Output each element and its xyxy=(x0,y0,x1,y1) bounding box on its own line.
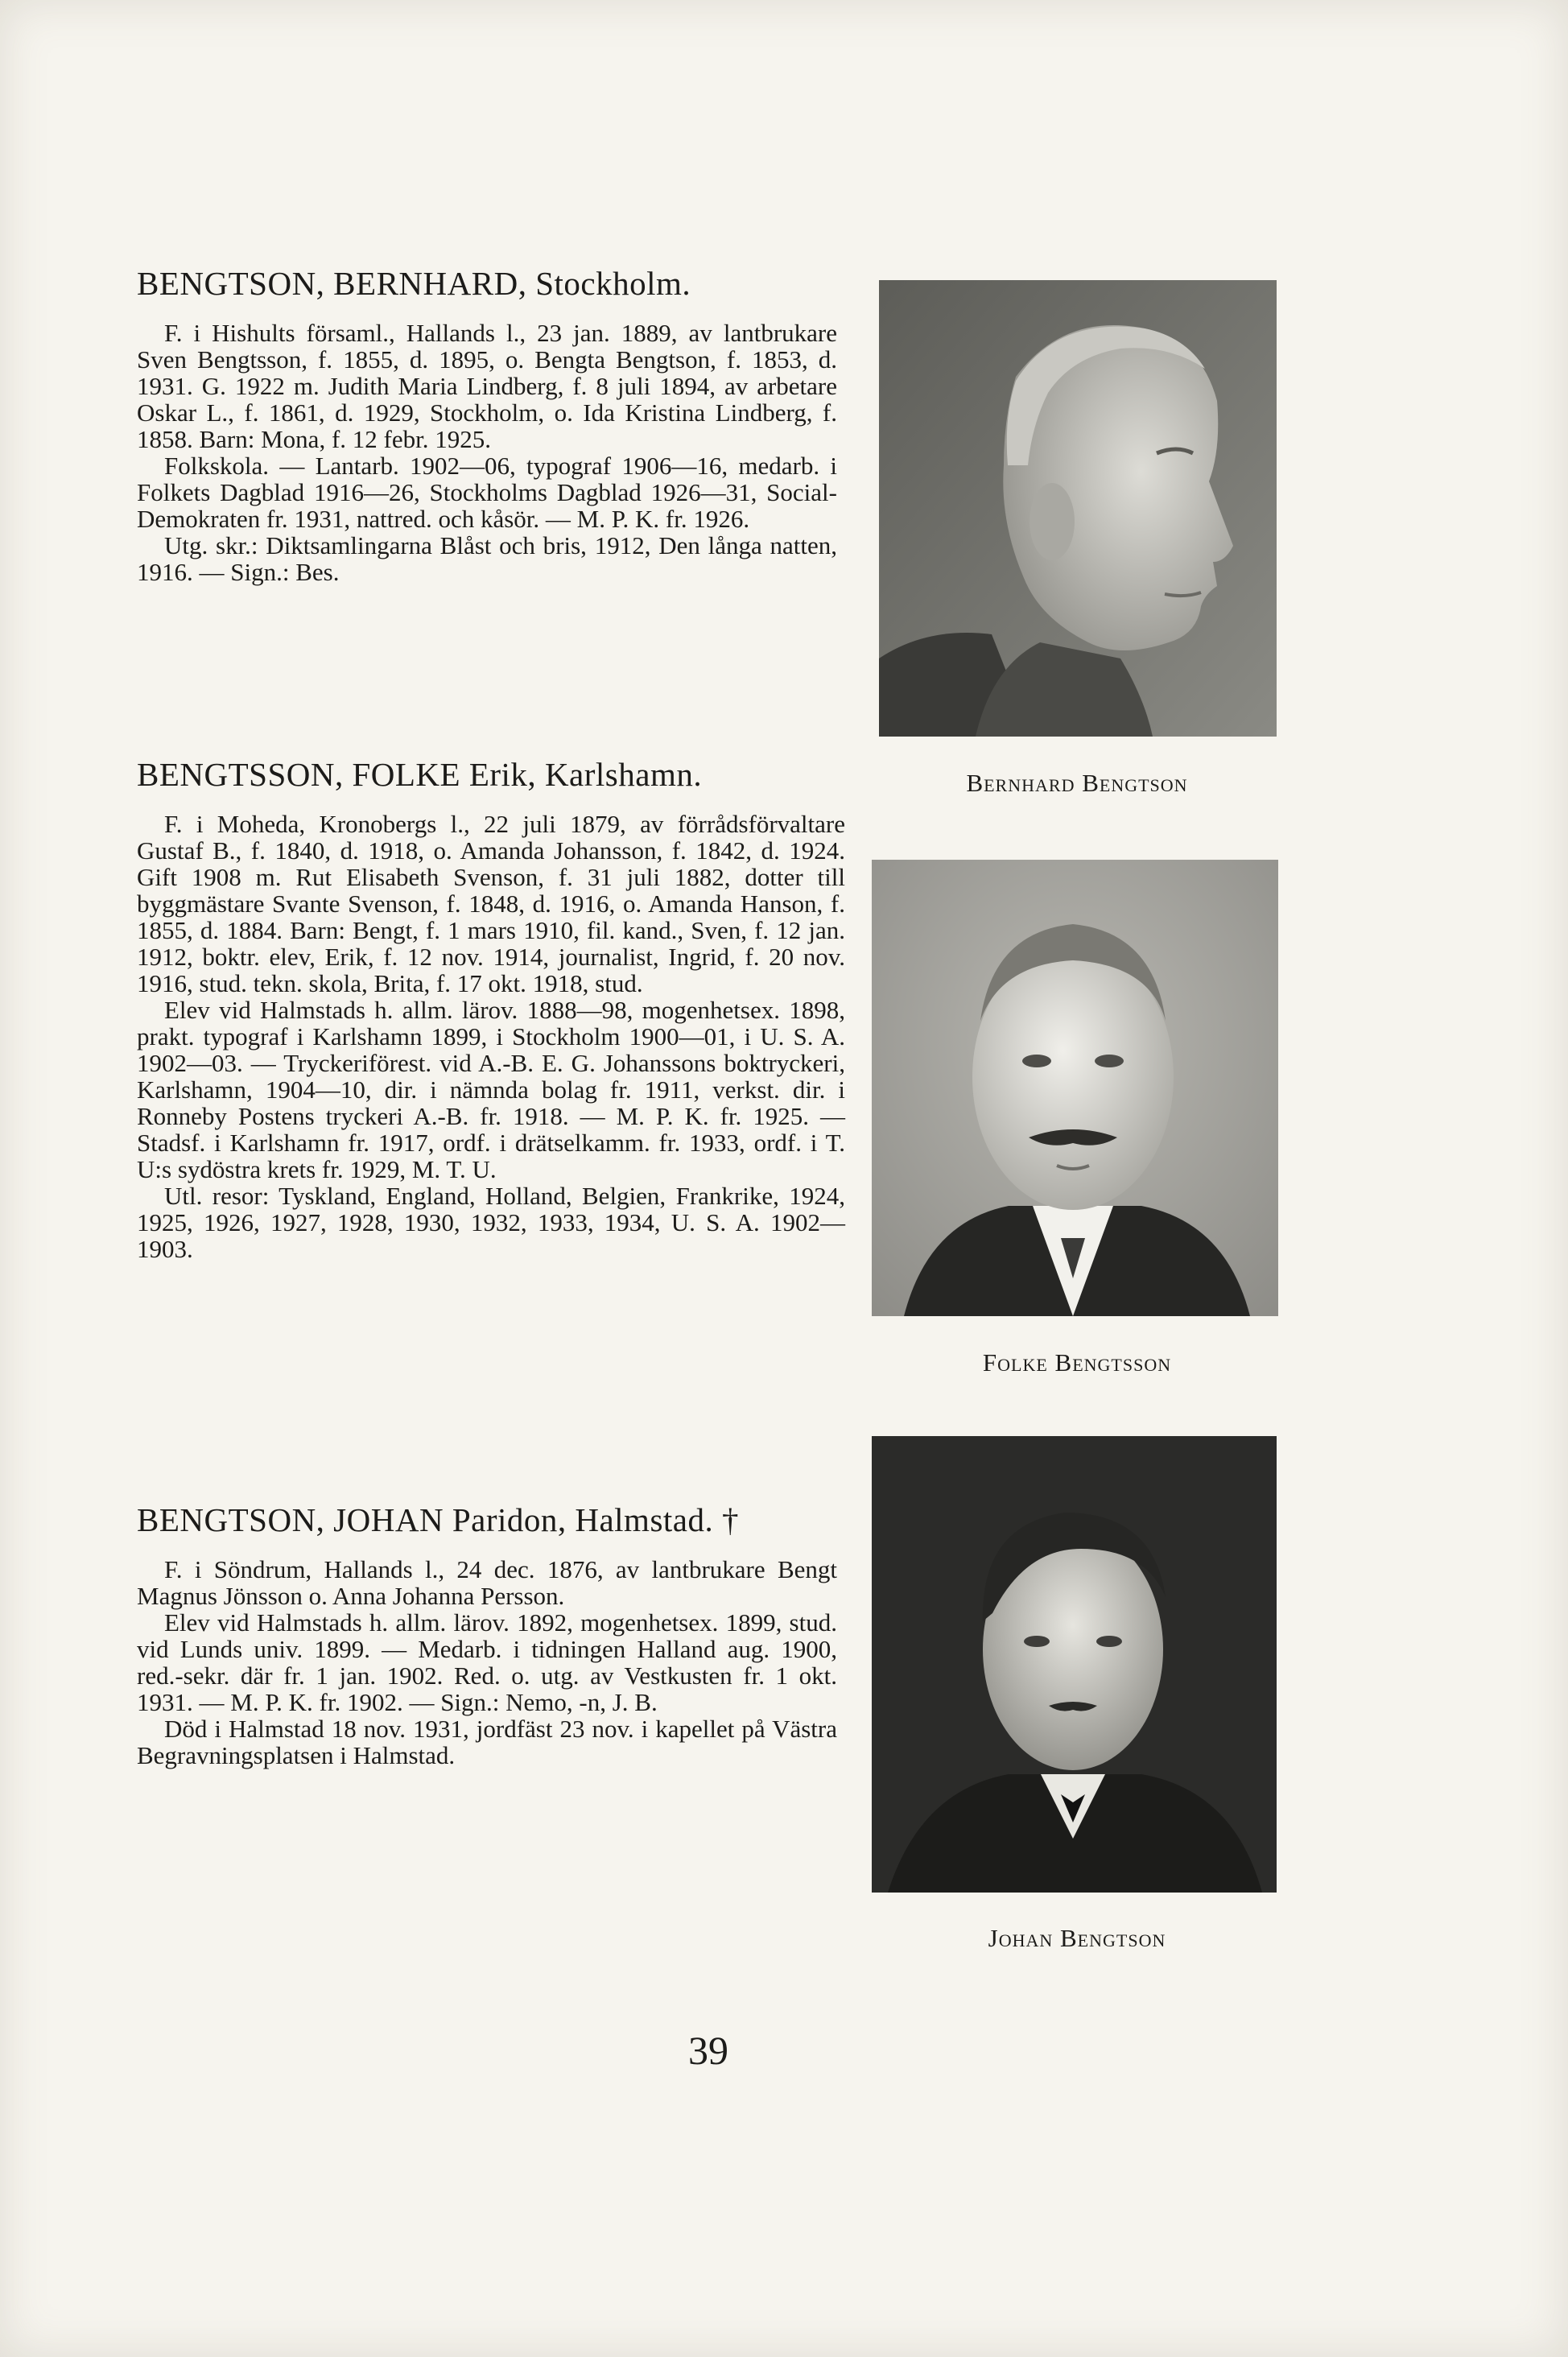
entry-heading xyxy=(137,1502,837,1538)
entry-place: Halmstad. † xyxy=(575,1501,739,1538)
entry-paragraph: F. i Moheda, Kronobergs l., 22 juli 1879, av förrådsförvaltare Gustaf B., f. 1840, d. 1918, o. Amanda Johansson, f. 1842, d. 1924. Gift 1908 m. Rut Elisabeth Svenson, f. 31 juli 1882, dotter till byggmästare Svante Svenson, f. 1848, d. 1916, o. Amanda Hanson, f. 1855, d. 1884. Barn: Bengt, f. 1 mars 1910, fil. kand., Sven, f. 12 jan. 1912, boktr. elev, Erik, f. 12 nov. 1914, journalist, Ingrid, f. 20 nov. 1916, stud. tekn. skola, Brita, f. 17 okt. 1918, stud. xyxy=(137,810,845,998)
photo-caption: Bernhard Bengtson xyxy=(966,769,1188,797)
entry-paragraph: F. i Hishults församl., Hallands l., 23 jan. 1889, av lantbrukare Sven Bengtsson, f. 1855, d. 1895, o. Bengta Bengtson, f. 1853, d. 1931. G. 1922 m. Judith Maria Lindberg, f. 8 juli 1894, av arbetare Oskar L., f. 1861, d. 1929, Stockholm, o. Ida Kristina Lindberg, f. 1858. Barn: Mona, f. 12 febr. 1925. xyxy=(137,319,837,454)
biography-entry-bernhard-bengtson xyxy=(137,266,837,585)
portrait-photo-folke-bengtsson xyxy=(872,860,1278,1316)
entry-paragraph: Folkskola. — Lantarb. 1902—06, typograf 1906—16, medarb. i Folkets Dagblad 1916—26, Stockholms Dagblad 1926—31, Social-Demokraten fr. 1931, nattred. och kåsör. — M. P. K. fr. 1926. xyxy=(137,452,837,534)
entry-paragraph: Elev vid Halmstads h. allm. lärov. 1888—98, mogenhetsex. 1898, prakt. typograf i Karlshamn 1899, i Stockholm 1900—01, i U. S. A. 1902—03. — Tryckeriförest. vid A.-B. E. G. Johanssons boktryckeri, Karlshamn, 1904—10, dir. i nämnda bolag fr. 1911, verkst. dir. i Ronneby Postens tryckeri A.-B. fr. 1918. — M. P. K. fr. 1925. — Stadsf. i Karlshamn fr. 1917, ordf. i drätselkamm. fr. 1933, ordf. i T. U:s sydöstra krets fr. 1929, M. T. U. xyxy=(137,996,845,1184)
entry-paragraph: Död i Halmstad 18 nov. 1931, jordfäst 23 nov. i kapellet på Västra Begravningsplatsen i Halmstad. xyxy=(137,1715,837,1770)
entry-name: BENGTSON, JOHAN Paridon, xyxy=(137,1501,567,1538)
biography-entry-folke-bengtsson xyxy=(137,757,845,1262)
entry-paragraph: F. i Söndrum, Hallands l., 24 dec. 1876, av lantbrukare Bengt Magnus Jönsson o. Anna Johanna Persson. xyxy=(137,1555,837,1611)
portrait-photo-johan-bengtson xyxy=(872,1436,1277,1893)
page-number: 39 xyxy=(688,2028,728,2073)
entry-place: Stockholm. xyxy=(535,265,691,302)
biography-entry-johan-bengtson xyxy=(137,1502,837,1769)
entry-name: BENGTSSON, FOLKE Erik, xyxy=(137,756,537,793)
entry-paragraph: Elev vid Halmstads h. allm. lärov. 1892, mogenhetsex. 1899, stud. vid Lunds univ. 1899. — Medarb. i tidningen Halland aug. 1900, red.-sekr. där fr. 1 jan. 1902. Red. o. utg. av Vestkusten fr. 1 okt. 1931. — M. P. K. fr. 1902. — Sign.: Nemo, -n, J. B. xyxy=(137,1608,837,1717)
entry-name: BENGTSON, BERNHARD, xyxy=(137,265,527,302)
entry-paragraph: Utg. skr.: Diktsamlingarna Blåst och bris, 1912, Den långa natten, 1916. — Sign.: Bes. xyxy=(137,531,837,587)
photo-caption: Johan Bengtson xyxy=(988,1924,1166,1952)
photo-caption: Folke Bengtsson xyxy=(982,1348,1172,1377)
portrait-photo-bernhard-bengtson xyxy=(879,280,1277,737)
entry-heading xyxy=(137,266,837,302)
entry-heading xyxy=(137,757,845,793)
entry-place: Karlshamn. xyxy=(544,756,703,793)
entry-paragraph: Utl. resor: Tyskland, England, Holland, Belgien, Frankrike, 1924, 1925, 1926, 1927, 1928, 1930, 1932, 1933, 1934, U. S. A. 1902—1903. xyxy=(137,1182,845,1264)
